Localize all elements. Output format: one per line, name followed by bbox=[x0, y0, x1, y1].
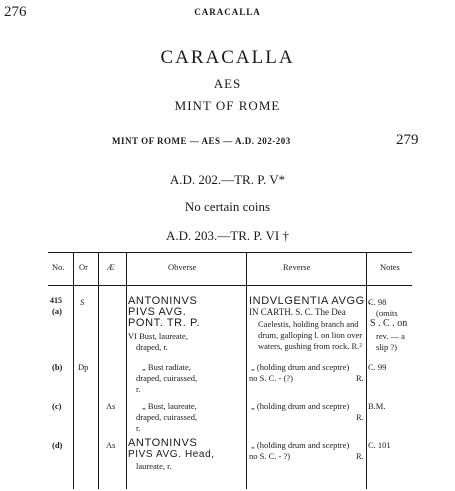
reverse-text: Caelestis, holding branch and bbox=[258, 319, 359, 329]
obverse-legend: PIVS AVG. bbox=[128, 306, 187, 318]
no-coins-note: No certain coins bbox=[184, 199, 271, 214]
col-rule-3 bbox=[126, 253, 127, 489]
obverse-text: draped, cuirassed, bbox=[136, 412, 198, 422]
header-obverse: Obverse bbox=[168, 262, 197, 272]
col-rule-1 bbox=[73, 253, 74, 489]
header-ae: Æ bbox=[107, 262, 115, 272]
row-or: Dp bbox=[78, 362, 89, 372]
col-rule-4 bbox=[246, 253, 247, 489]
table-header-rule bbox=[48, 285, 412, 286]
obverse-legend: PONT. TR. P. bbox=[128, 317, 201, 329]
row-variant: (d) bbox=[52, 440, 63, 450]
section-page-number: 279 bbox=[396, 132, 419, 148]
row-number: 415 bbox=[50, 296, 62, 305]
reverse-legend: IN CARTH. S. C. The Dea bbox=[249, 307, 346, 317]
notes-text: B.M. bbox=[368, 401, 386, 411]
obverse-text: draped, r. bbox=[136, 342, 168, 352]
reverse-text: „ (holding drum and sceptre) bbox=[251, 362, 350, 372]
header-notes: Notes bbox=[380, 262, 400, 272]
period-heading-202: A.D. 202.—TR. P. V* bbox=[169, 172, 286, 187]
header-reverse: Reverse bbox=[283, 262, 311, 272]
row-ae: As bbox=[106, 440, 116, 450]
notes-text: C. 99 bbox=[368, 362, 387, 372]
obverse-text: VI Bust, laureate, bbox=[128, 331, 188, 341]
running-head: CARACALLA bbox=[194, 7, 261, 17]
notes-text: C. 101 bbox=[368, 440, 391, 450]
obverse-text: „ Bust radiate, bbox=[142, 362, 191, 372]
notes-text: (omits bbox=[376, 308, 398, 318]
reverse-text: waters, gushing from rock. R.² bbox=[258, 341, 362, 351]
reverse-text: drum, galloping l. on lion over bbox=[258, 330, 363, 340]
col-rule-2 bbox=[98, 253, 99, 489]
obverse-legend: PIVS AVG. Head, bbox=[128, 449, 215, 460]
section-heading: MINT OF ROME — AES — A.D. 202-203 bbox=[112, 136, 291, 146]
period-heading-203: A.D. 203.—TR. P. VI † bbox=[166, 228, 289, 243]
reverse-rarity: R. bbox=[356, 451, 364, 461]
col-rule-5 bbox=[366, 253, 367, 489]
notes-text: C. 98 bbox=[368, 297, 387, 307]
header-no: No. bbox=[52, 262, 65, 272]
reverse-legend: INDVLGENTIA AVGG . bbox=[249, 295, 373, 307]
reverse-rarity: R. bbox=[356, 373, 364, 383]
reverse-text: „ (holding drum and sceptre) bbox=[251, 401, 350, 411]
reverse-text: no S. C. - ?) bbox=[249, 451, 291, 461]
page-subtitle: AES bbox=[213, 76, 242, 91]
obverse-text: r. bbox=[136, 423, 141, 433]
obverse-legend: ANTONINVS bbox=[128, 295, 198, 307]
row-or: S bbox=[80, 297, 85, 307]
row-variant: (c) bbox=[52, 401, 62, 411]
reverse-rarity: R. bbox=[356, 412, 364, 422]
reverse-text: „ (holding drum and sceptre) bbox=[251, 440, 350, 450]
obverse-text: draped, cuirassed, bbox=[136, 373, 198, 383]
page-title: CARACALLA bbox=[160, 47, 295, 68]
obverse-text: laureate, r. bbox=[136, 461, 172, 471]
obverse-text: r. bbox=[136, 384, 141, 394]
row-variant: (a) bbox=[52, 306, 62, 316]
table-top-rule bbox=[48, 252, 412, 253]
mint-heading: MINT OF ROME bbox=[174, 98, 281, 113]
obverse-text: „ Bust, laureate, bbox=[142, 401, 197, 411]
notes-text: S . C . on bbox=[370, 318, 408, 329]
header-or: Or bbox=[79, 262, 88, 272]
reverse-text: no S. C. - (?) bbox=[249, 373, 293, 383]
obverse-legend: ANTONINVS bbox=[128, 437, 198, 449]
notes-text: slip ?) bbox=[376, 342, 398, 352]
row-ae: As bbox=[106, 401, 116, 411]
row-variant: (b) bbox=[52, 362, 63, 372]
page-number: 276 bbox=[4, 4, 27, 20]
notes-text: rev. — a bbox=[376, 331, 405, 341]
